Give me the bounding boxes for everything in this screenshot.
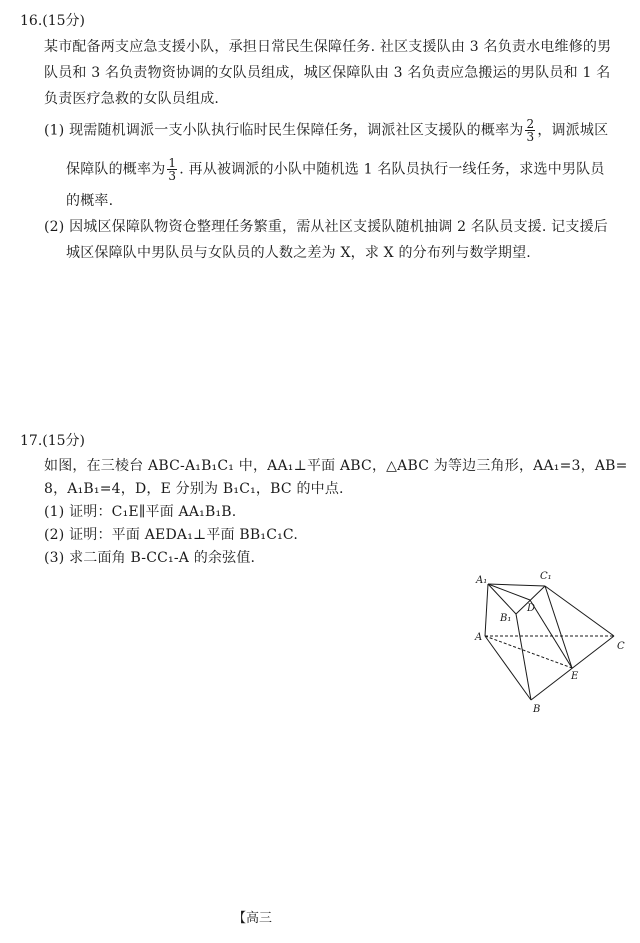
edge-a1-b1 [488,584,516,614]
edge-b-c [531,636,614,700]
q16-header: 16.(15分) [20,13,86,29]
edge-c1-c [545,586,614,636]
label-b: B [533,704,541,715]
edge-a1-d [488,584,530,600]
q17-part2: (2) 证明：平面 AEDA₁⊥平面 BB₁C₁C. [44,527,299,543]
q17-part3: (3) 求二面角 B-CC₁-A 的余弦值. [44,550,256,566]
q17-part1: (1) 证明：C₁E∥平面 AA₁B₁B. [44,504,237,520]
q16-stem-line-1: 某市配备两支应急支援小队，承担日常民生保障任务. 社区支援队由 3 名负责水电维修的男 [44,39,612,55]
q16-part1-text-a: (1) 现需随机调派一支小队执行临时民生保障任务，调派社区支援队的概率为 [44,122,524,139]
edge-b1-b [516,614,531,700]
edge-a1-a [485,584,488,636]
q16-part1-text-d: . 再从被调派的小队中随机选 1 名队员执行一线任务，求选中男队员 [179,161,605,178]
label-a1: A₁ [476,575,488,586]
edge-c1-e [545,586,572,668]
q16-part2-line-2: 城区保障队中男队员与女队员的人数之差为 X，求 X 的分布列与数学期望. [66,245,531,261]
q16-part1-text-c: 保障队的概率为 [66,161,166,178]
edge-d-e [530,600,572,668]
label-a: A [475,632,483,643]
q17-header: 17.(15分) [20,433,86,449]
q17-stem-line-1: 如图，在三棱台 ABC-A₁B₁C₁ 中，AA₁⊥平面 ABC，△ABC 为等边三角形，AA₁=3，AB= [44,458,628,474]
q16-part2-line-1: (2) 因城区保障队物资仓整理任务繁重，需从社区支援队随机抽调 2 名队员支援. 记支援后 [44,219,608,235]
fraction-denominator: 3 [168,169,177,183]
label-d: D [527,603,536,614]
label-c1: C₁ [540,571,552,582]
fraction-denominator: 3 [526,130,535,144]
q16-stem-line-3: 负责医疗急救的女队员组成. [44,91,220,107]
fraction-numerator: 2 [526,117,535,131]
edge-a-b [485,636,531,700]
hidden-edge-a-e [485,636,572,668]
page-footer: 【高三 [233,911,273,926]
q16-part1-line-3: 的概率. [66,193,114,209]
label-c: C [617,641,625,652]
edge-a1-c1 [488,584,545,586]
fraction-numerator: 1 [168,156,177,170]
q16-stem-line-2: 队员和 3 名负责物资协调的女队员组成，城区保障队由 3 名负责应急搬运的男队员和 1 名 [44,65,611,81]
label-e: E [571,671,579,682]
q17-stem-line-2: 8，A₁B₁=4，D，E 分别为 B₁C₁，BC 的中点. [44,481,344,497]
label-b1: B₁ [500,613,512,624]
q16-part1-text-b: ，调派城区 [537,122,609,139]
